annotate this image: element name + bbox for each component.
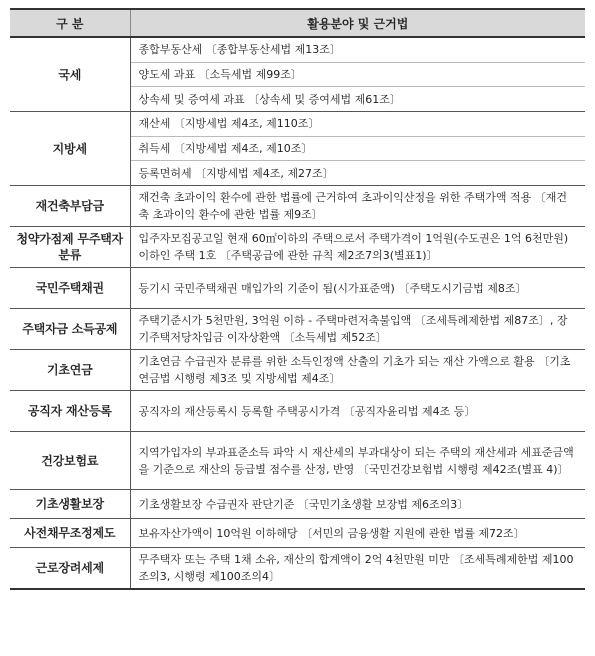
- usage-cell: 재산세 〔지방세법 제4조, 제110조〕: [130, 112, 585, 137]
- category-cell: 건강보험료: [10, 432, 130, 490]
- table-row: [10, 490, 585, 519]
- usage-cell: 상속세 및 증여세 과표 〔상속세 및 증여세법 제61조〕: [130, 87, 585, 112]
- table-row: [10, 268, 585, 309]
- table-row: [10, 112, 585, 137]
- usage-cell: 입주자모집공고일 현재 60㎡이하의 주택으로서 주택가격이 1억원(수도권은 1억 6천만원) 이하인 주택 1호 〔주택공급에 관한 규칙 제2조7의3(별표1)〕: [130, 227, 585, 268]
- table-row: [10, 186, 585, 227]
- usage-cell: 공직자의 재산등록시 등록할 주택공시가격 〔공직자윤리법 제4조 등〕: [130, 391, 585, 432]
- header-category: 구 분: [10, 9, 130, 37]
- category-cell: 청약가점제 무주택자 분류: [10, 227, 130, 268]
- usage-cell: 지역가입자의 부과표준소득 파악 시 재산세의 부과대상이 되는 주택의 재산세과 세표준금액을 기준으로 재산의 등급별 점수를 산정, 반영 〔국민건강보험법 시행령 제42조(별표 4)〕: [130, 432, 585, 490]
- usage-cell: 기초생활보장 수급권자 판단기준 〔국민기초생활 보장법 제6조의3〕: [130, 490, 585, 519]
- usage-cell: 등기시 국민주택채권 매입가의 기준이 됨(시가표준액) 〔주택도시기금법 제8조〕: [130, 268, 585, 309]
- usage-table: [10, 8, 585, 590]
- table-row: [10, 432, 585, 490]
- usage-cell: 보유자산가액이 10억원 이하해당 〔서민의 금융생활 지원에 관한 법률 제72조〕: [130, 519, 585, 548]
- usage-cell: 주택기준시가 5천만원, 3억원 이하 - 주택마련저축불입액 〔조세특례제한법 제87조〕, 장기주택저당차입금 이자상환액 〔소득세법 제52조〕: [130, 309, 585, 350]
- usage-cell: 취득세 〔지방세법 제4조, 제10조〕: [130, 136, 585, 161]
- usage-cell: 무주택자 또는 주택 1채 소유, 재산의 합계액이 2억 4천만원 미만 〔조세특례제한법 제100조의3, 시행령 제100조의4〕: [130, 548, 585, 590]
- table-row: [10, 37, 585, 62]
- table-row: [10, 309, 585, 350]
- category-cell: 국민주택채권: [10, 268, 130, 309]
- category-cell: 공직자 재산등록: [10, 391, 130, 432]
- header-row: [10, 9, 585, 37]
- category-cell: 주택자금 소득공제: [10, 309, 130, 350]
- header-usage: 활용분야 및 근거법: [130, 9, 585, 37]
- usage-cell: 기초연금 수급권자 분류를 위한 소득인정액 산출의 기초가 되는 재산 가액으로 활용 〔기초연금법 시행령 제3조 및 지방세법 제4조〕: [130, 350, 585, 391]
- usage-cell: 재건축 초과이익 환수에 관한 법률에 근거하여 초과이익산정을 위한 주택가액 적용 〔재건축 초과이익 환수에 관한 법률 제9조〕: [130, 186, 585, 227]
- category-cell: 국세: [10, 37, 130, 112]
- category-cell: 근로장려세제: [10, 548, 130, 590]
- usage-cell: 양도세 과표 〔소득세법 제99조〕: [130, 62, 585, 87]
- usage-table-wrapper: [10, 8, 585, 590]
- usage-cell: 종합부동산세 〔종합부동산세법 제13조〕: [130, 37, 585, 62]
- table-row: [10, 350, 585, 391]
- category-cell: 기초생활보장: [10, 490, 130, 519]
- category-cell: 사전채무조정제도: [10, 519, 130, 548]
- category-cell: 재건축부담금: [10, 186, 130, 227]
- category-cell: 기초연금: [10, 350, 130, 391]
- table-row: [10, 227, 585, 268]
- table-row: [10, 391, 585, 432]
- usage-cell: 등록면허세 〔지방세법 제4조, 제27조〕: [130, 161, 585, 186]
- table-row: [10, 519, 585, 548]
- table-row: [10, 548, 585, 590]
- category-cell: 지방세: [10, 112, 130, 186]
